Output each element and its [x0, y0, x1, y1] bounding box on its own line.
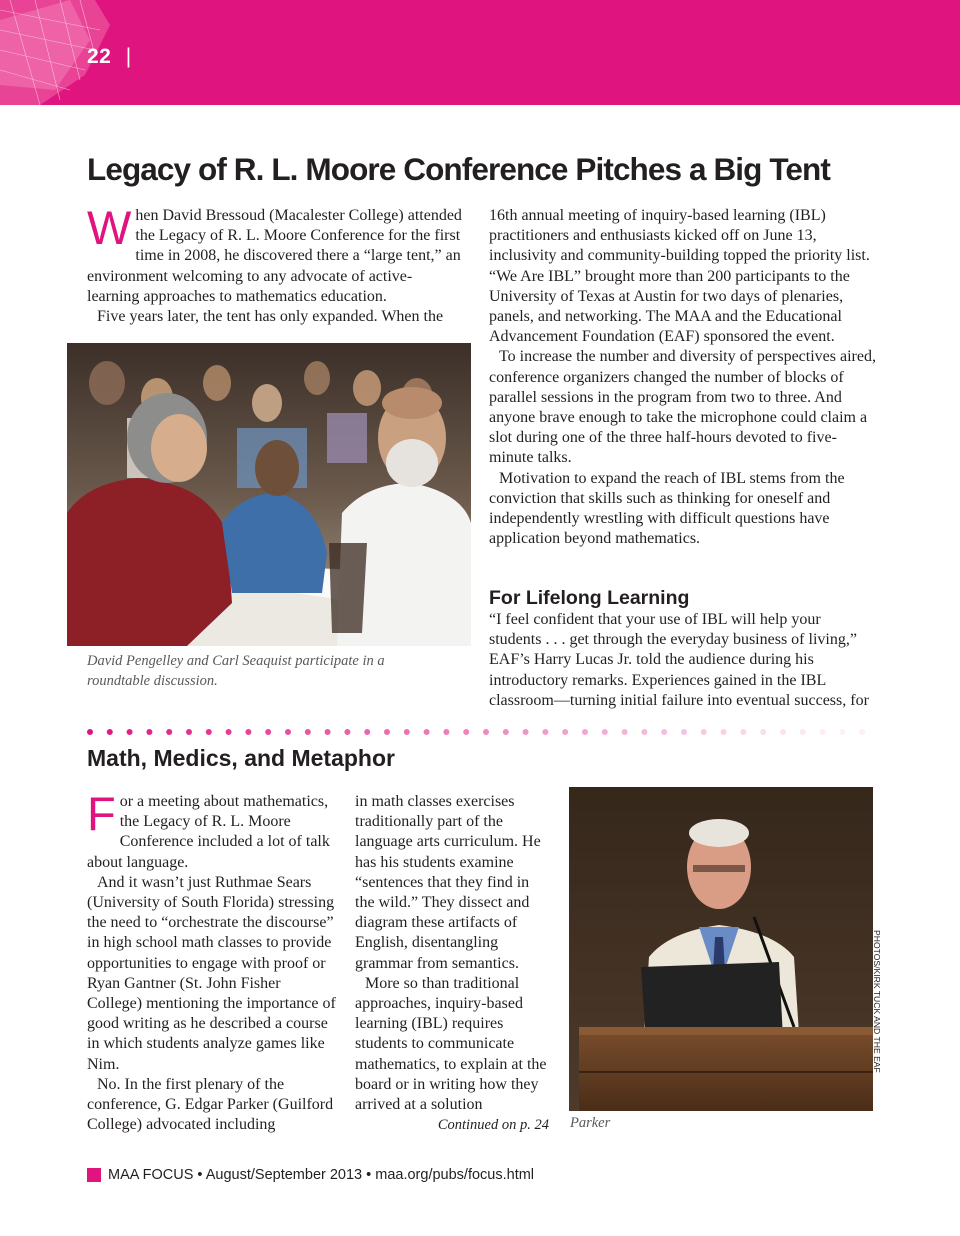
article1-paragraph: To increase the number and diversity of perspectives aired, conference organizers changed the number of blocks of parallel sessions in the program from two to three. And anyone brave enough to take the microphone could claim a slot during one of the three half-hours devoted to five-minute talks.: [489, 348, 876, 467]
footer-marker: [87, 1168, 101, 1182]
header-band: [0, 0, 960, 105]
article2-paragraph: And it wasn’t just Ruthmae Sears (University of South Florida) stressing the need to “orchestrate the discourse” in high school math classes to provide opportunities to engage with proof or Ryan Gantner (St. John Fisher College) mentioning the importance of good writing as he described a course in which students analyze games like Nim.: [87, 873, 336, 1073]
divider-dot: [424, 729, 430, 735]
page-number-separator: |: [125, 45, 132, 68]
divider-dot: [780, 729, 786, 735]
divider-dot: [483, 729, 489, 735]
divider-dot: [661, 729, 667, 735]
divider-dot: [681, 729, 687, 735]
divider-dot: [325, 729, 331, 735]
article2-paragraph: No. In the first plenary of the conference, G. Edgar Parker (Guilford College) advocated including: [87, 1075, 334, 1134]
divider-dot: [265, 729, 271, 735]
divider-dot: [364, 729, 370, 735]
divider-dot: [226, 729, 232, 735]
divider-dot: [384, 729, 390, 735]
article2-paragraph-text: or a meeting about mathematics, the Legacy of R. L. Moore Conference included a lot of talk about language.: [87, 793, 330, 871]
article1-paragraph: Motivation to expand the reach of IBL stems from the conviction that skills such as thinking for oneself and independently wrestling with difficult questions have application beyond mathematics.: [489, 469, 845, 548]
divider-dot: [602, 729, 608, 735]
article1-paragraph: Five years later, the tent has only expanded. When the: [97, 308, 444, 326]
divider-dot: [562, 729, 568, 735]
divider-dot: [582, 729, 588, 735]
footer-text: MAA FOCUS • August/September 2013 • maa.org/pubs/focus.html: [108, 1167, 535, 1183]
article-title: Legacy of R. L. Moore Conference Pitches a Big Tent: [87, 151, 830, 187]
page-number-value: 22: [87, 45, 112, 68]
divider-dot: [344, 729, 350, 735]
divider-dot: [701, 729, 707, 735]
divider-dot: [800, 729, 806, 735]
divider-dot: [740, 729, 746, 735]
divider-dot: [641, 729, 647, 735]
article2-column1: [87, 787, 337, 1135]
divider-dot: [721, 729, 727, 735]
divider-dot: [542, 729, 548, 735]
divider-dot: [285, 729, 291, 735]
divider-dot: [503, 729, 509, 735]
article2-paragraph: [87, 787, 337, 873]
divider-dot: [166, 729, 172, 735]
article2-column2: [355, 792, 549, 1115]
article2-title: Math, Medics, and Metaphor: [87, 745, 395, 771]
divider-dot: [839, 729, 845, 735]
divider-dot: [186, 729, 192, 735]
divider-dot: [87, 729, 93, 735]
parker-photo: [569, 787, 873, 1111]
divider-dot: [820, 729, 826, 735]
continued-note: Continued on p. 24: [437, 1117, 549, 1133]
divider-dot: [523, 729, 529, 735]
divider-dot: [859, 729, 865, 735]
photo-caption-roundtable: David Pengelley and Carl Seaquist participate in a roundtable discussion.: [87, 653, 385, 689]
divider-dot: [463, 729, 469, 735]
article2-paragraph: More so than traditional approaches, inquiry-based learning (IBL) requires students to communicate mathematics, to explain at the board or in writing how they arrived at a solution: [355, 974, 547, 1114]
article1-column1: [87, 201, 463, 327]
divider-dot: [443, 729, 449, 735]
divider-dot: [206, 729, 212, 735]
article1-paragraph: 16th annual meeting of inquiry-based learning (IBL) practitioners and enthusiasts kicked off on June 13, inclusivity and community-building topped the priority list. “We Are IBL” brought more than 200 participants to the University of Texas at Austin for two days of plenaries, panels, and networking. The MAA and the Educational Advancement Foundation (EAF) sponsored the event.: [489, 207, 870, 346]
divider-dot: [305, 729, 311, 735]
roundtable-photo: [67, 343, 471, 646]
drop-cap: F: [87, 787, 116, 840]
divider-dot: [146, 729, 152, 735]
divider-dot: [127, 729, 133, 735]
photo-credit: [868, 930, 890, 1080]
article1-paragraph: [87, 201, 463, 307]
divider-dot: [245, 729, 251, 735]
article1-column2: [489, 206, 877, 549]
article1-column2-continued: [489, 610, 877, 711]
page-number: [87, 45, 132, 69]
dotted-divider: [87, 726, 877, 738]
divider-dot: [760, 729, 766, 735]
article1-paragraph-text: hen David Bressoud (Macalester College) attended the Legacy of R. L. Moore Conference for the first time in 2008, he discovered there a “large tent,” an environment welcoming to any advocate of active-learning approaches to mathematics education.: [87, 207, 462, 305]
photo-credit-text: PHOTOS/KIRK TUCK AND THE EAF: [872, 930, 882, 1073]
photo-caption-parker: Parker: [570, 1115, 611, 1131]
subheading-lifelong-learning: For Lifelong Learning: [489, 587, 690, 609]
article2-paragraph: in math classes exercises traditionally part of the language arts curriculum. He has his students examine “sentences that they find in the wild.” They dissect and diagram these artifacts of English, disentangling grammar from semantics.: [355, 793, 541, 972]
article1-paragraph: “I feel confident that your use of IBL will help your students . . . get through the everyday business of living,” EAF’s Harry Lucas Jr. told the audience during his introductory remarks. Experiences gained in the IBL classroom—turning initial failure into eventual success, for: [489, 611, 869, 709]
drop-cap: W: [87, 201, 132, 254]
divider-dot: [404, 729, 410, 735]
divider-dot: [107, 729, 113, 735]
divider-dot: [622, 729, 628, 735]
